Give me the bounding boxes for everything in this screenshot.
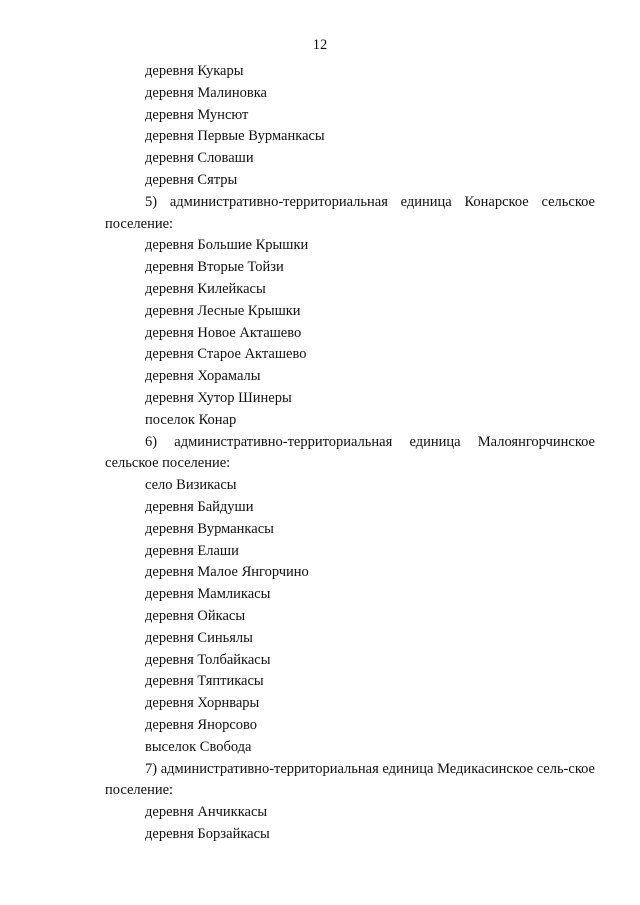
list-item: деревня Хорнвары	[145, 695, 260, 712]
list-item: деревня Первые Вурманкасы	[145, 128, 325, 145]
list-item: выселок Свобода	[145, 738, 252, 755]
settlement-list-block-3	[105, 432, 595, 759]
list-item: деревня Мунсют	[145, 106, 249, 123]
list-item: деревня Старое Акташево	[145, 346, 307, 363]
document-body	[105, 61, 595, 846]
list-item: деревня Синьялы	[145, 629, 253, 646]
list-item: деревня Новое Акташево	[145, 324, 302, 341]
list-item: деревня Словаши	[145, 150, 254, 167]
list-item: деревня Борзайкасы	[145, 825, 270, 842]
list-item: поселок Конар	[145, 411, 237, 428]
list-item: деревня Кукары	[145, 63, 244, 79]
list-item: деревня Вурманкасы	[145, 520, 274, 537]
list-item: деревня Байдуши	[145, 498, 254, 515]
list-item: деревня Сятры	[145, 171, 238, 188]
list-item: деревня Большие Крышки	[145, 237, 309, 254]
list-item: деревня Ойкасы	[145, 607, 246, 624]
list-item: деревня Толбайкасы	[145, 651, 271, 668]
list-item: деревня Тяптикасы	[145, 673, 264, 690]
list-item: деревня Анчиккасы	[145, 804, 268, 821]
list-item: деревня Килейкасы	[145, 280, 266, 297]
list-item: деревня Хорамалы	[145, 368, 261, 385]
list-item: деревня Елаши	[145, 542, 239, 559]
list-item: деревня Вторые Тойзи	[145, 259, 284, 276]
settlement-list-block-4	[105, 759, 595, 846]
section-heading-medikasinskoe: 7) административно-территориальная единица Медикасинское сель-ское поселение:	[105, 760, 595, 799]
list-item: деревня Мамликасы	[145, 586, 271, 603]
list-item: деревня Малое Янгорчино	[145, 564, 309, 581]
settlement-list-block-1	[105, 61, 595, 192]
page-number: 12	[312, 37, 328, 53]
list-item: деревня Хутор Шинеры	[145, 389, 292, 406]
section-heading-konarskoe: 5) административно-территориальная единица Конарское сельское поселение:	[105, 193, 595, 232]
settlement-list-block-2	[105, 192, 595, 432]
list-item: деревня Малиновка	[145, 84, 267, 101]
section-heading-maloyangorchinskoe: 6) административно-территориальная единица Малоянгорчинское сельское поселение:	[105, 433, 595, 472]
list-item: деревня Лесные Крышки	[145, 302, 301, 319]
list-item: село Визикасы	[145, 477, 237, 494]
list-item: деревня Янорсово	[145, 716, 258, 733]
